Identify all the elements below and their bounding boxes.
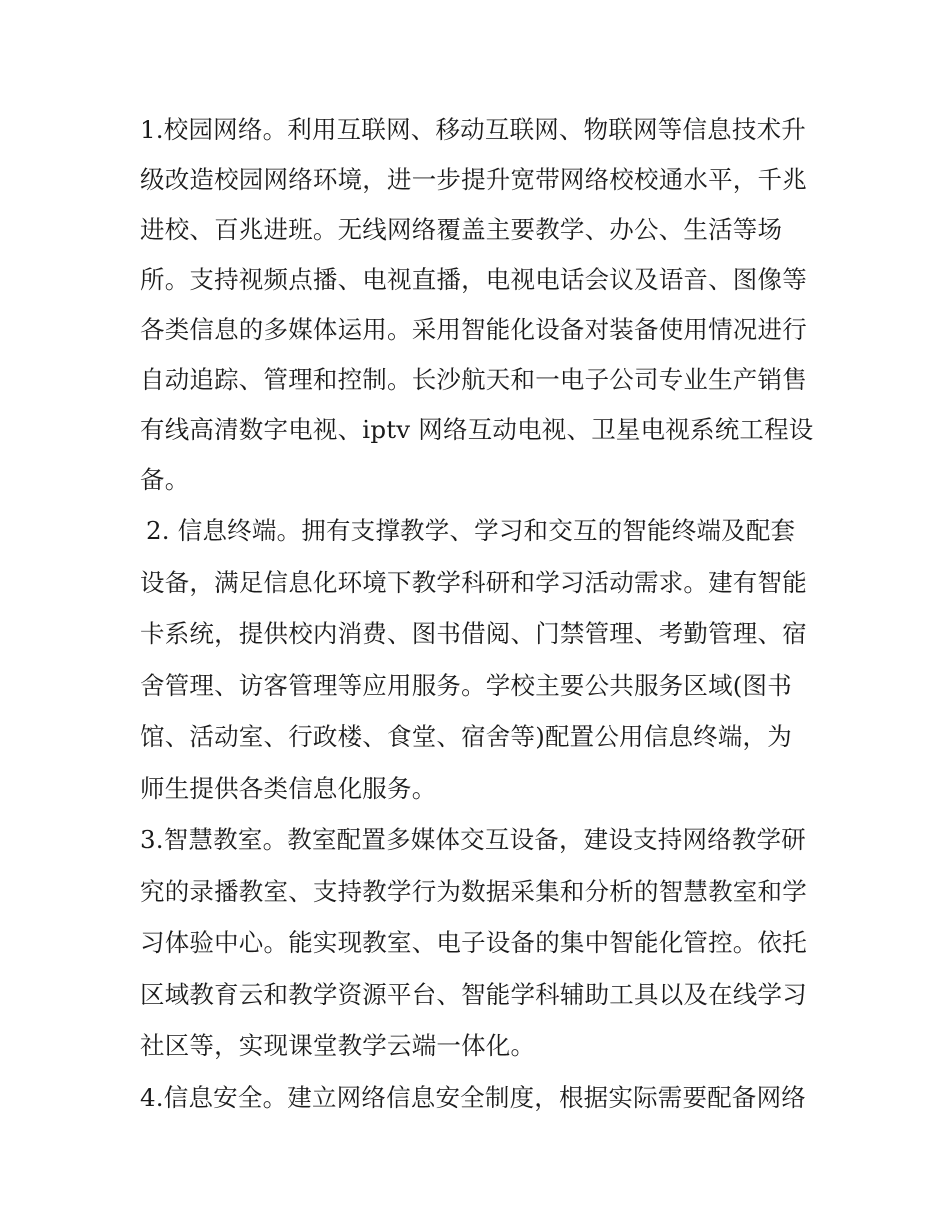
paragraph-3-line-5: 社区等，实现课堂教学云端一体化。 xyxy=(140,1031,536,1060)
paragraph-2-line-3: 卡系统，提供校内消费、图书借阅、门禁管理、考勤管理、宿 xyxy=(140,619,807,648)
paragraph-1-line-2: 级改造校园网络环境，进一步提升宽带网络校校通水平，千兆 xyxy=(140,165,807,194)
paragraph-2-line-4: 舍管理、访客管理等应用服务。学校主要公共服务区域(图书 xyxy=(140,671,792,700)
paragraph-1-line-1: 1.校园网络。利用互联网、移动互联网、物联网等信息技术升 xyxy=(140,115,806,144)
paragraph-3-line-1: 3.智慧教室。教室配置多媒体交互设备，建设支持网络教学研 xyxy=(140,825,806,854)
paragraph-1-line-3: 进校、百兆进班。无线网络覆盖主要教学、办公、生活等场 xyxy=(140,215,783,244)
paragraph-3-line-3: 习体验中心。能实现教室、电子设备的集中智能化管控。依托 xyxy=(140,928,807,957)
paragraph-1-line-7: 有线高清数字电视、iptv 网络互动电视、卫星电视系统工程设 xyxy=(140,415,814,444)
paragraph-1-line-5: 各类信息的多媒体运用。采用智能化设备对装备使用情况进行 xyxy=(140,315,807,344)
paragraph-3-line-2: 究的录播教室、支持教学行为数据采集和分析的智慧教室和学 xyxy=(140,877,807,906)
paragraph-2-line-1: 2. 信息终端。拥有支撑教学、学习和交互的智能终端及配套 xyxy=(146,516,796,545)
paragraph-4-line-1: 4.信息安全。建立网络信息安全制度，根据实际需要配备网络 xyxy=(140,1083,806,1112)
paragraph-2-line-5: 馆、活动室、行政楼、食堂、宿舍等)配置公用信息终端，为 xyxy=(140,722,792,751)
paragraph-2-line-6: 师生提供各类信息化服务。 xyxy=(140,774,437,803)
paragraph-2-line-2: 设备，满足信息化环境下教学科研和学习活动需求。建有智能 xyxy=(140,568,807,597)
paragraph-1-line-4: 所。支持视频点播、电视直播，电视电话会议及语音、图像等 xyxy=(140,265,807,294)
paragraph-1-line-6: 自动追踪、管理和控制。长沙航天和一电子公司专业生产销售 xyxy=(140,365,807,394)
paragraph-3-line-4: 区域教育云和教学资源平台、智能学科辅助工具以及在线学习 xyxy=(140,980,807,1009)
paragraph-1-line-8: 备。 xyxy=(140,465,190,494)
